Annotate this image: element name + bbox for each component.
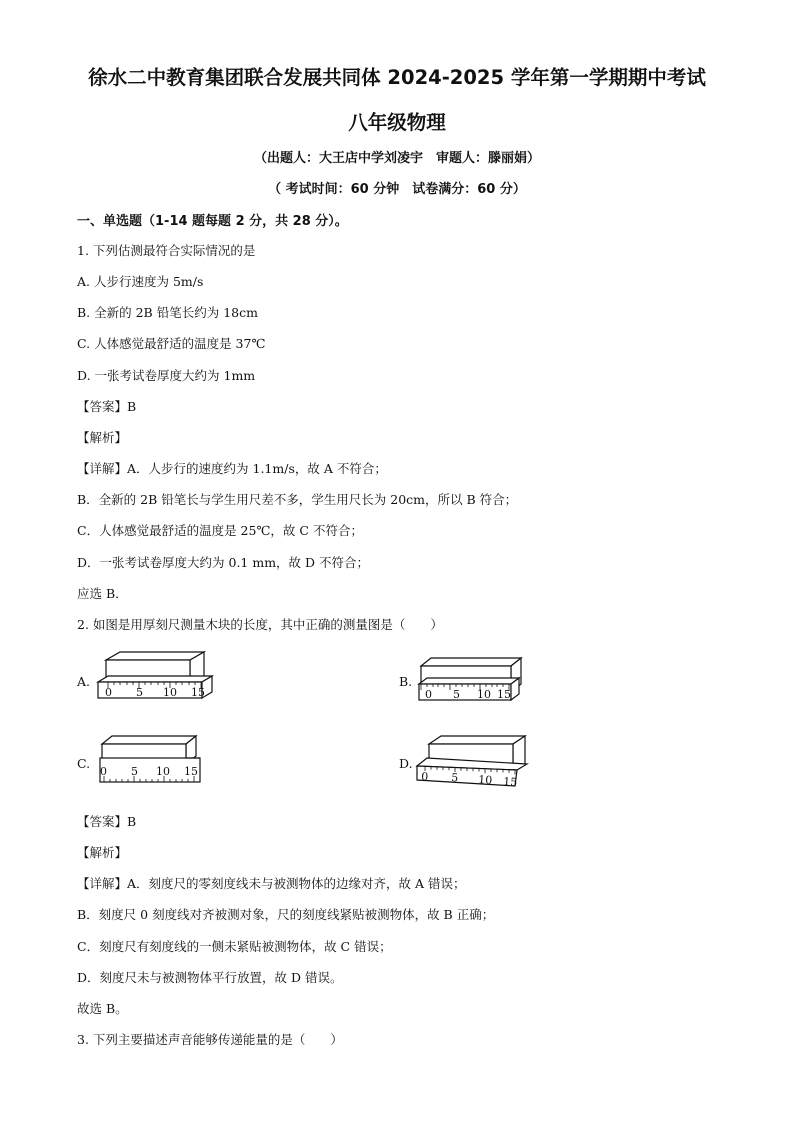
figure-c-tick-10: 10 xyxy=(156,765,170,778)
q1-option-d: D. 一张考试卷厚度大约为 1mm xyxy=(77,368,256,383)
figure-d-tick-15: 15 xyxy=(502,775,518,789)
figure-c-tick-5: 5 xyxy=(131,765,138,778)
exam-subject: 八年级物理 xyxy=(348,111,446,134)
q2-stem: 2. 如图是用厚刻尺测量木块的长度，其中正确的测量图是（ ） xyxy=(77,617,443,632)
q1-stem: 1. 下列估测最符合实际情况的是 xyxy=(77,243,256,258)
q2-detail-a: 【详解】A．刻度尺的零刻度线未与被测物体的边缘对齐，故 A 错误； xyxy=(77,876,466,891)
section-heading: 一、单选题（1-14 题每题 2 分，共 28 分）。 xyxy=(77,214,348,229)
q2-conclusion: 故选 B。 xyxy=(77,1001,128,1016)
figure-c-tick-0: 0 xyxy=(100,765,107,778)
q1-answer: 【答案】B xyxy=(77,399,137,414)
q2-analysis: 【解析】 xyxy=(77,845,128,860)
figure-d-ruler-block xyxy=(415,730,533,790)
exam-info: （ 考试时间：60 分钟 试卷满分：60 分） xyxy=(268,182,526,197)
figure-c-tick-15: 15 xyxy=(184,765,198,778)
figure-a-tick-0: 0 xyxy=(105,686,112,699)
figure-a-tick-15: 15 xyxy=(191,686,205,699)
figure-a-ruler-block xyxy=(94,648,218,710)
q1-option-c: C. 人体感觉最舒适的温度是 37℃ xyxy=(77,336,266,351)
q2-detail-c: C．刻度尺有刻度线的一侧未紧贴被测物体，故 C 错误； xyxy=(77,939,392,954)
q1-detail-c: C．人体感觉最舒适的温度是 25℃，故 C 不符合； xyxy=(77,523,363,538)
figure-b-tick-10: 10 xyxy=(477,688,491,701)
figure-d-label: D. xyxy=(399,756,413,771)
q2-answer: 【答案】B xyxy=(77,814,137,829)
figure-d-tick-10: 10 xyxy=(477,773,493,787)
q1-detail-b: B．全新的 2B 铅笔长与学生用尺差不多，学生用尺长为 20cm，所以 B 符合； xyxy=(77,492,518,507)
figure-c-label: C. xyxy=(77,756,91,771)
figure-b-label: B. xyxy=(399,674,413,689)
q2-detail-b: B．刻度尺 0 刻度线对齐被测对象，尺的刻度线紧贴被测物体，故 B 正确； xyxy=(77,907,495,922)
figure-c-ruler-block xyxy=(94,732,212,788)
figure-b-ruler-block xyxy=(415,654,527,710)
q1-option-a: A. 人步行速度为 5m/s xyxy=(77,274,204,289)
q1-detail-a: 【详解】A．人步行的速度约为 1.1m/s，故 A 不符合； xyxy=(77,461,387,476)
figure-b-tick-15: 15 xyxy=(497,688,511,701)
q2-detail-d: D．刻度尺未与被测物体平行放置，故 D 错误。 xyxy=(77,970,343,985)
q1-option-b: B. 全新的 2B 铅笔长约为 18cm xyxy=(77,305,258,320)
figure-d-tick-5: 5 xyxy=(450,771,459,785)
figure-b-tick-5: 5 xyxy=(453,688,460,701)
figure-a-tick-5: 5 xyxy=(136,686,143,699)
figure-a-label: A. xyxy=(77,674,91,689)
q1-conclusion: 应选 B． xyxy=(77,586,128,601)
figure-d-tick-0: 0 xyxy=(420,770,429,784)
q1-detail-d: D．一张考试卷厚度大约为 0.1 mm，故 D 不符合； xyxy=(77,555,370,570)
q1-analysis: 【解析】 xyxy=(77,430,128,445)
exam-authors: （出题人：大王店中学刘凌宇 审题人：滕丽娟） xyxy=(253,151,540,166)
figure-a-tick-10: 10 xyxy=(163,686,177,699)
q3-stem: 3. 下列主要描述声音能够传递能量的是（ ） xyxy=(77,1032,343,1047)
figure-b-tick-0: 0 xyxy=(425,688,432,701)
exam-title: 徐水二中教育集团联合发展共同体 2024-2025 学年第一学期期中考试 xyxy=(88,66,706,89)
